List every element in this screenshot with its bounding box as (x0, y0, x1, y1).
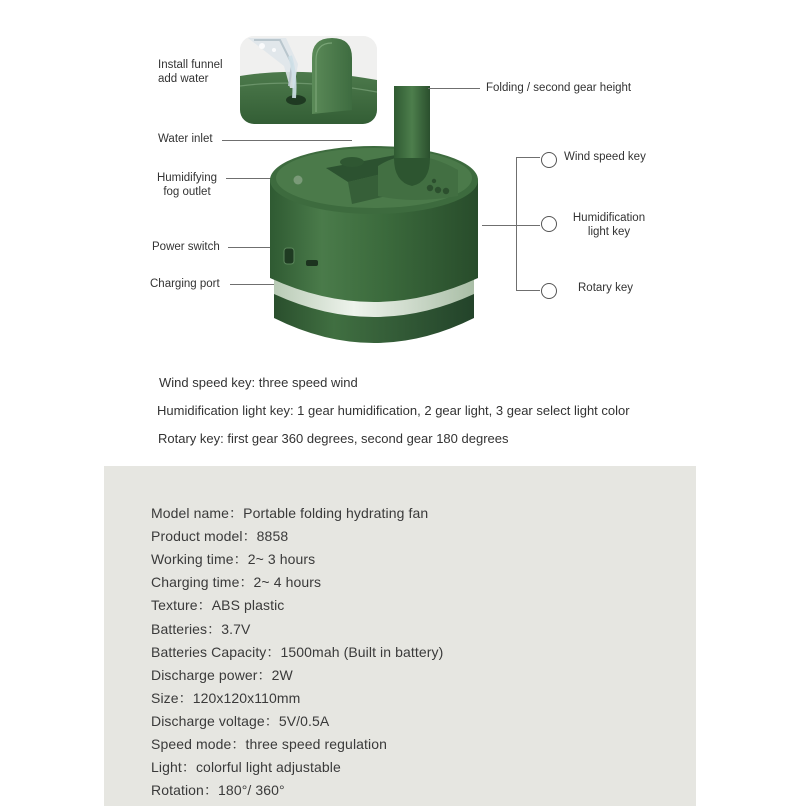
spec-battery-capacity: Batteries Capacity：1500mah (Built in battery) (151, 644, 444, 660)
spec-working-time: Working time：2~ 3 hours (151, 551, 316, 567)
spec-rotation: Rotation：180°/ 360° (151, 782, 285, 798)
humidification-light-key-circle-icon (541, 216, 557, 232)
fan-product-illustration (262, 78, 492, 354)
spec-speed-mode: Speed mode：three speed regulation (151, 736, 388, 752)
description-humidification-light: Humidification light key: 1 gear humidification, 2 gear light, 3 gear select light color (157, 403, 630, 418)
description-wind-speed: Wind speed key: three speed wind (159, 375, 358, 390)
callout-install-funnel-line2: add water (158, 73, 209, 85)
callout-humidification-line2: light key (587, 226, 631, 238)
wind-speed-key-circle-icon (541, 152, 557, 168)
callout-rotary-key: Rotary key (578, 282, 633, 294)
specifications-panel (104, 466, 696, 806)
spec-discharge-power: Discharge power：2W (151, 667, 293, 683)
spec-model-name: Model name：Portable folding hydrating fan (151, 505, 429, 521)
callout-install-funnel-line1: Install funnel (158, 59, 223, 71)
callout-install-funnel (158, 58, 223, 86)
bracket-line-rotary (516, 290, 540, 291)
callout-humidification-line1: Humidification (572, 212, 646, 224)
bracket-line-humidification (482, 225, 540, 226)
callout-wind-speed-key: Wind speed key (564, 151, 646, 163)
bracket-vertical-line (516, 157, 517, 290)
callout-fog-outlet (148, 171, 226, 199)
spec-texture: Texture：ABS plastic (151, 597, 285, 613)
bracket-line-wind-speed (516, 157, 540, 158)
leader-folding (428, 88, 480, 89)
callout-charging-port: Charging port (150, 278, 220, 290)
spec-size: Size：120x120x110mm (151, 690, 301, 706)
spec-discharge-voltage: Discharge voltage：5V/0.5A (151, 713, 330, 729)
callout-fog-outlet-line2: fog outlet (163, 186, 211, 198)
callout-fog-outlet-line1: Humidifying (156, 172, 218, 184)
callout-water-inlet: Water inlet (158, 133, 213, 145)
callout-power-switch: Power switch (152, 241, 220, 253)
description-rotary: Rotary key: first gear 360 degrees, second gear 180 degrees (158, 431, 509, 446)
callout-humidification-light-key (564, 211, 654, 239)
spec-charging-time: Charging time：2~ 4 hours (151, 574, 322, 590)
spec-light: Light：colorful light adjustable (151, 759, 341, 775)
callout-folding: Folding / second gear height (486, 82, 632, 94)
spec-product-model: Product model：8858 (151, 528, 289, 544)
rotary-key-circle-icon (541, 283, 557, 299)
spec-batteries: Batteries：3.7V (151, 621, 251, 637)
